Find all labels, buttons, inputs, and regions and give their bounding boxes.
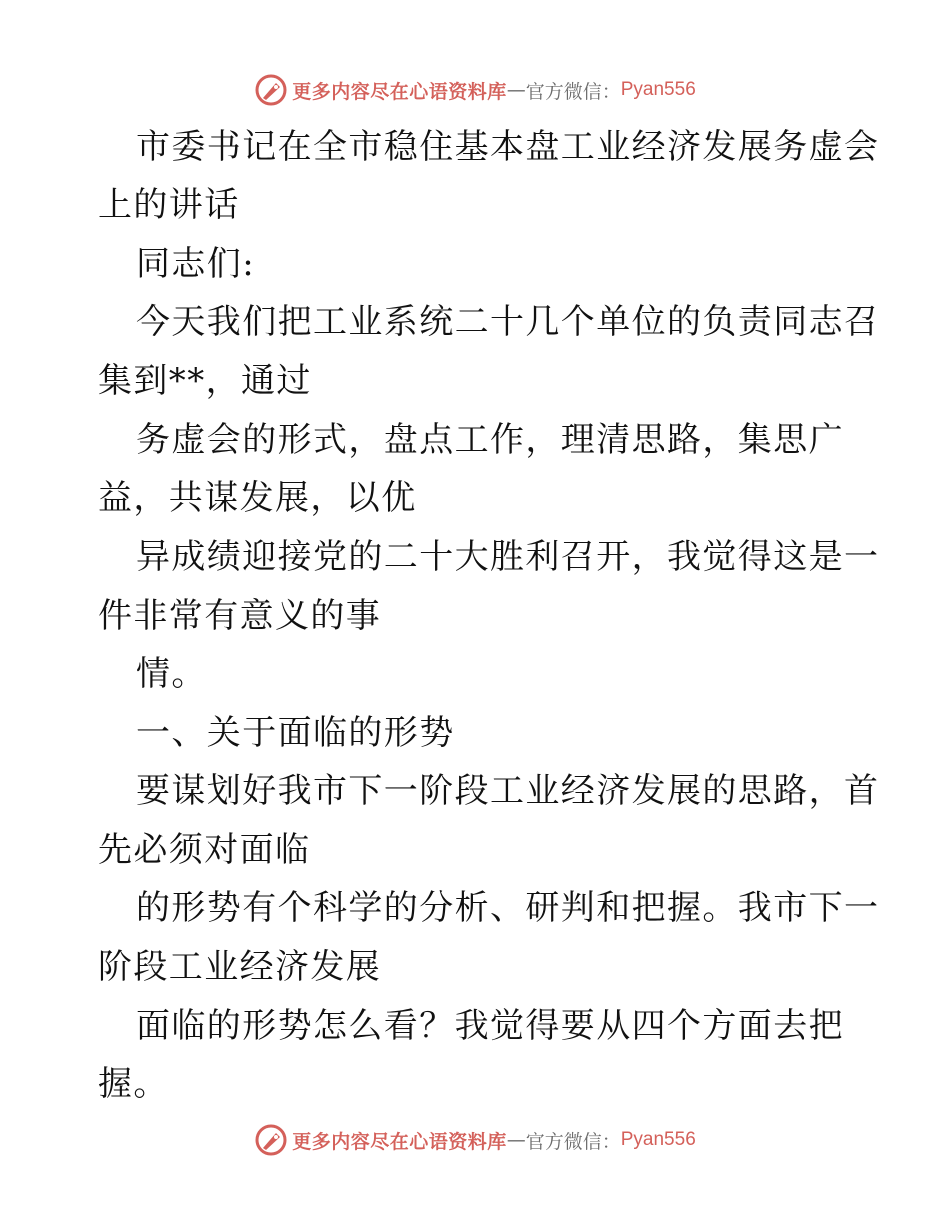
paragraph-line: 要谋划好我市下一阶段工业经济发展的思路，首 <box>136 771 880 811</box>
paragraph-line: 阶段工业经济发展 <box>98 947 382 987</box>
document-title-line-2: 上的讲话 <box>98 185 240 225</box>
section-heading: 一、关于面临的形势 <box>136 713 455 753</box>
paragraph-line: 今天我们把工业系统二十几个单位的负责同志召 <box>136 302 880 342</box>
footer-watermark-banner <box>0 1120 950 1160</box>
paragraph-line: 异成绩迎接党的二十大胜利召开，我觉得这是一 <box>136 537 880 577</box>
paragraph-line: 务虚会的形式，盘点工作，理清思路，集思广 <box>136 420 844 460</box>
paragraph-line: 面临的形势怎么看？我觉得要从四个方面去把 <box>136 1006 844 1046</box>
paragraph-line: 先必须对面临 <box>98 830 311 870</box>
watermark-wechat-handle: Pyan556 <box>620 1129 696 1150</box>
paragraph-line: 的形势有个科学的分析、研判和把握。我市下一 <box>136 888 880 928</box>
pen-nib-logo-icon <box>254 1123 288 1157</box>
paragraph-line: 益，共谋发展，以优 <box>98 478 417 518</box>
watermark-site-text: 更多内容尽在心语资料库 <box>292 1130 507 1153</box>
watermark-site-text: 更多内容尽在心语资料库 <box>292 80 507 103</box>
paragraph-line: 件非常有意义的事 <box>98 596 382 636</box>
paragraph-line: 情。 <box>136 654 207 694</box>
paragraph-line: 握。 <box>98 1064 169 1104</box>
watermark-wechat-label: 官方微信： <box>525 1130 621 1153</box>
watermark-dash: — <box>506 1129 526 1151</box>
watermark-wechat-handle: Pyan556 <box>620 79 696 100</box>
paragraph-line: 集到**，通过 <box>98 361 312 401</box>
watermark-dash: — <box>506 79 526 101</box>
watermark-wechat-label: 官方微信： <box>525 80 621 103</box>
document-title-line-1: 市委书记在全市稳住基本盘工业经济发展务虚会 <box>136 127 880 167</box>
salutation: 同志们: <box>136 244 256 284</box>
